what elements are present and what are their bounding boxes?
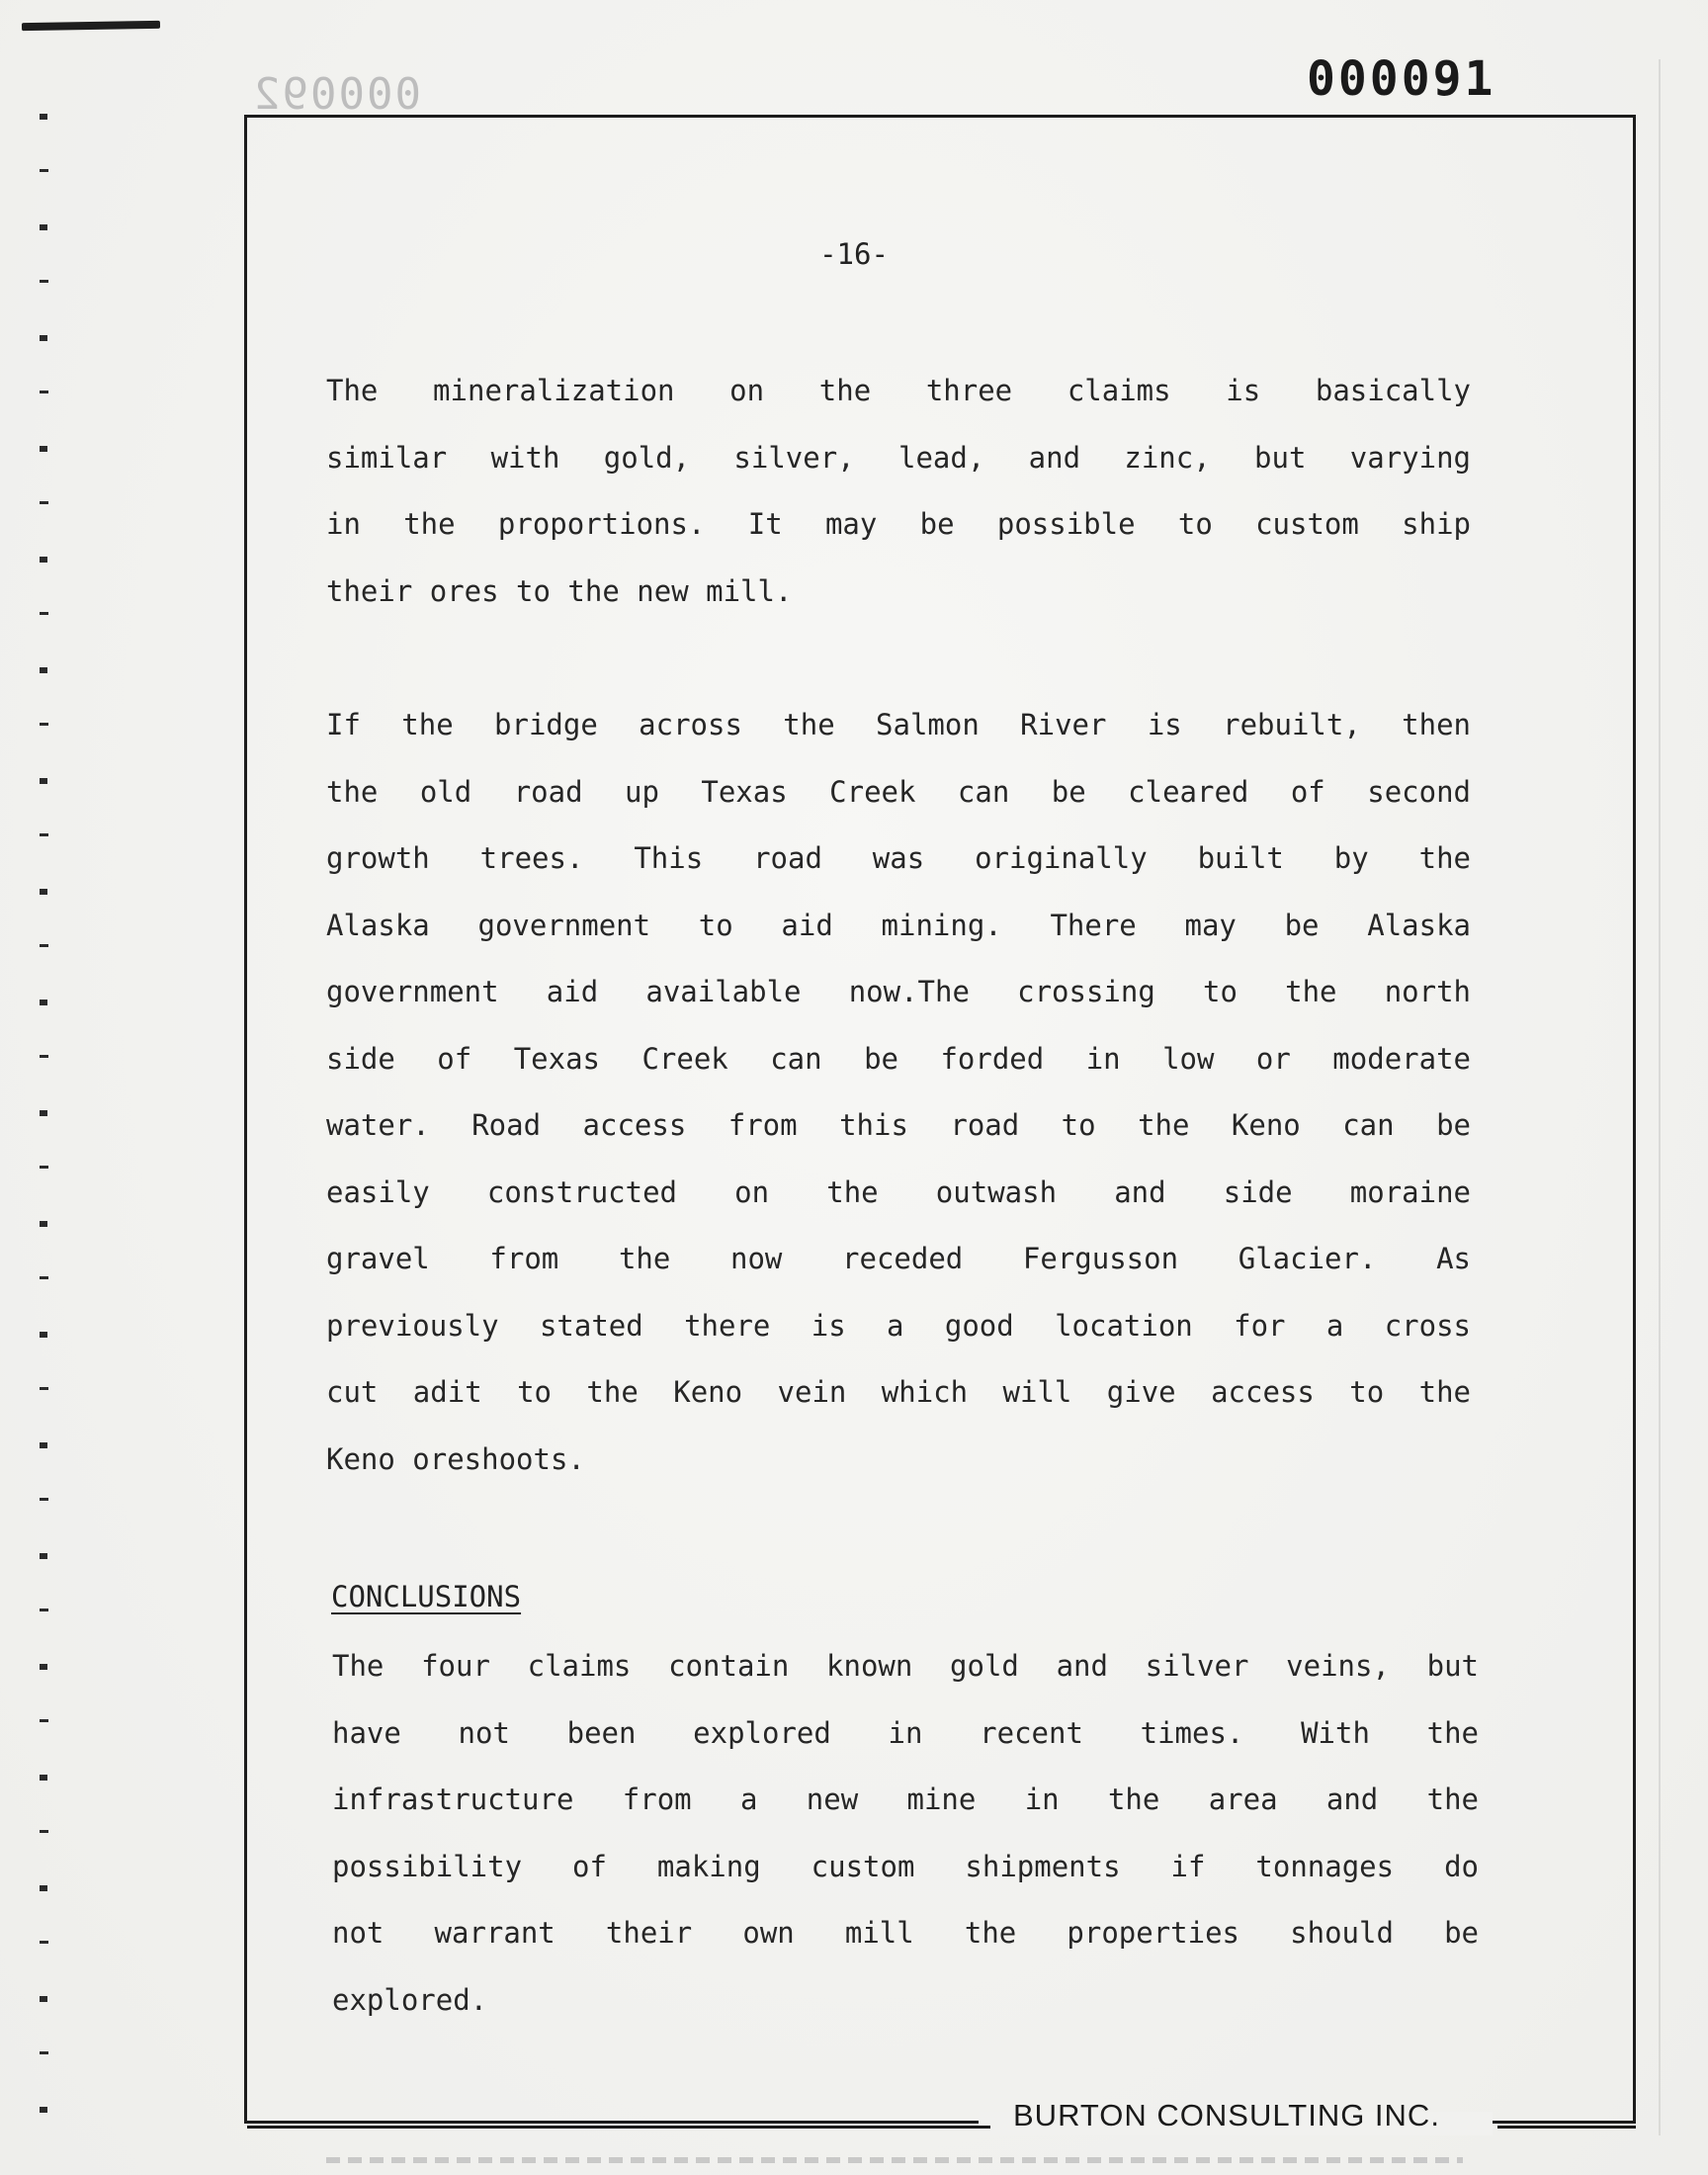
binder-tick [40, 1609, 48, 1611]
binder-hole-marks [34, 114, 53, 2140]
binder-tick [40, 1941, 48, 1944]
binder-tick [40, 1719, 48, 1722]
text-line: previously stated there is a good location for a cross [326, 1308, 1471, 1343]
bates-number-stamp: 000091 [1307, 51, 1496, 107]
conclusions-heading: CONCLUSIONS [331, 1580, 522, 1613]
footer-rule [1497, 2126, 1636, 2129]
text-line: water. Road access from this road to the Keno can be [326, 1108, 1471, 1142]
text-line: in the proportions. It may be possible to custom ship [326, 507, 1471, 541]
binder-tick [40, 612, 48, 615]
binder-tick [40, 1110, 47, 1116]
binder-tick [40, 169, 48, 172]
binder-tick [40, 1498, 48, 1501]
binder-tick [40, 1553, 47, 1559]
binder-tick [40, 778, 47, 784]
text-line: If the bridge across the Salmon River is rebuilt, then [326, 708, 1471, 741]
binder-tick [40, 889, 47, 895]
binder-tick [40, 1221, 47, 1227]
binder-tick [40, 1387, 48, 1390]
binder-tick [40, 280, 48, 283]
text-line: infrastructure from a new mine in the area and the [332, 1783, 1479, 1816]
text-line: not warrant their own mill the properties should be [332, 1916, 1479, 1950]
footer-rule [247, 2126, 990, 2129]
binder-tick [40, 1996, 47, 2002]
text-line: cut adit to the Keno vein which will give access to the [326, 1375, 1471, 1409]
bottom-bleed-through [326, 2157, 1463, 2163]
page-edge-shadow [1659, 59, 1690, 2135]
binder-tick [40, 1000, 47, 1005]
text-line: gravel from the now receded Fergusson Glacier. As [326, 1242, 1471, 1275]
binder-tick [40, 446, 47, 452]
binder-tick [40, 1055, 48, 1058]
text-line: have not been explored in recent times. With the [332, 1715, 1479, 1750]
page-number-label: -16- [819, 237, 889, 271]
binder-tick [40, 1442, 47, 1448]
text-line: side of Texas Creek can be forded in low or moderate [326, 1041, 1471, 1076]
binder-tick [40, 2051, 48, 2054]
binder-tick [40, 723, 48, 726]
text-line: Alaska government to aid mining. There may be Alaska [326, 908, 1471, 942]
binder-tick [40, 1775, 47, 1781]
text-line: government aid available now.The crossing to the north [326, 975, 1471, 1008]
binder-tick [40, 1885, 47, 1891]
binder-tick [40, 667, 47, 673]
binder-tick [40, 335, 47, 341]
binder-tick [40, 114, 47, 120]
binder-tick [40, 1276, 48, 1279]
binder-tick [40, 1830, 48, 1833]
bleed-through-number: 000092 [252, 69, 421, 120]
text-line: easily constructed on the outwash and side moraine [326, 1174, 1471, 1209]
binder-tick [40, 833, 48, 836]
text-line: Keno oreshoots. [326, 1441, 585, 1476]
text-line: their ores to the new mill. [326, 573, 793, 608]
binder-tick [40, 501, 48, 504]
binder-tick [40, 391, 48, 393]
binder-tick [40, 2107, 47, 2113]
binder-tick [40, 224, 47, 230]
paragraph-road-access [326, 692, 1471, 1493]
binder-tick [40, 944, 48, 947]
text-line: The four claims contain known gold and silver veins, but [332, 1649, 1479, 1683]
text-line: The mineralization on the three claims is basically [326, 374, 1471, 407]
paragraph-conclusions [332, 1633, 1479, 2034]
text-line: similar with gold, silver, lead, and zinc, but varying [326, 440, 1471, 475]
binder-tick [40, 1664, 47, 1670]
text-line: growth trees. This road was originally built by the [326, 841, 1471, 875]
text-line: explored. [332, 1982, 488, 2017]
text-line: the old road up Texas Creek can be cleared of second [326, 774, 1471, 809]
paragraph-mineralization [326, 358, 1471, 625]
text-line: possibility of making custom shipments if tonnages do [332, 1849, 1479, 1883]
binder-tick [40, 557, 47, 563]
footer-company-name: BURTON CONSULTING INC. [1013, 2098, 1440, 2132]
binder-tick [40, 1332, 47, 1338]
binder-tick [40, 1166, 48, 1169]
